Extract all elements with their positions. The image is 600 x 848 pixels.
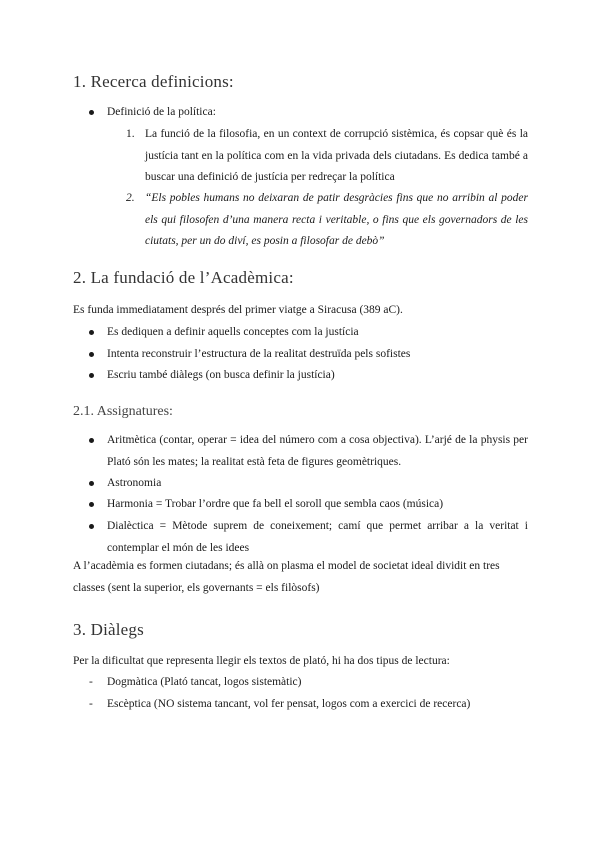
list-marker-2: 2.	[126, 192, 135, 204]
bullet-dot	[89, 502, 94, 507]
bullet-dot	[89, 481, 94, 486]
bullet-harmonia: Harmonia = Trobar l’ordre que fa bell el soroll que sembla caos (música)	[107, 498, 444, 510]
heading-assignatures: 2.1. Assignatures:	[73, 404, 173, 419]
bullet-dot	[89, 438, 94, 443]
bullet-dot	[89, 330, 94, 335]
bullet-aritmetica: Aritmètica (contar, operar = idea del número com a cosa objectiva). L’arjé de la physis per Plató són les mates; la realitat està feta de figures geomètriques.	[107, 434, 528, 468]
list-item-funcio-filosofia: La funció de la filosofia, en un context de corrupció sistèmica, és copsar què és la justícia tant en la política com en la vida privada dels ciutadans. Es dedica també a buscar una definició de justícia per redreçar la política	[145, 128, 528, 183]
bullet-dot	[89, 352, 94, 357]
list-marker-1: 1.	[126, 128, 135, 140]
paragraph-funda-immediatament: Es funda immediatament després del primer viatge a Siracusa (389 aC).	[73, 304, 403, 316]
dash-item-esceptica: Escèptica (NO sistema tancant, vol fer pensat, logos com a exercici de recerca)	[107, 698, 471, 710]
dash-item-dogmatica: Dogmàtica (Plató tancat, logos sistemàtic)	[107, 676, 302, 688]
bullet-dot	[89, 373, 94, 378]
bullet-reconstruir-realitat: Intenta reconstruir l’estructura de la realitat destruïda pels sofistes	[107, 348, 411, 360]
dash-marker: -	[89, 676, 93, 688]
heading-recerca-definicions: 1. Recerca definicions:	[73, 72, 234, 91]
paragraph-dificultat-lectura: Per la dificultat que representa llegir els textos de plató, hi ha dos tipus de lectura:	[73, 655, 450, 667]
bullet-dot	[89, 110, 94, 115]
dash-marker: -	[89, 698, 93, 710]
heading-fundacio-academica: 2. La fundació de l’Acadèmica:	[73, 268, 294, 287]
bullet-astronomia: Astronomia	[107, 477, 162, 489]
list-item-quote-plato: “Els pobles humans no deixaran de patir desgràcies fins que no arribin al poder els qui filosofen d’una manera recta i veritable, o fins que els governadors de les ciutats, per un do diví, es posin a filosofar de debò”	[145, 192, 528, 247]
paragraph-academia-ciutadans: A l’acadèmia es formen ciutadans; és allà on plasma el model de societat ideal dividit en tres classes (sent la superior, els governants = els filòsofs)	[73, 560, 500, 594]
bullet-conceptes-justicia: Es dediquen a definir aquells conceptes com la justícia	[107, 326, 359, 338]
bullet-escriu-dialegs: Escriu també diàlegs (on busca definir la justícia)	[107, 369, 335, 381]
bullet-dialectica: Dialèctica = Mètode suprem de coneixement; camí que permet arribar a la veritat i contemplar el món de les idees	[107, 520, 528, 554]
bullet-dot	[89, 524, 94, 529]
bullet-definicio-politica: Definició de la política:	[107, 106, 216, 118]
heading-dialegs: 3. Diàlegs	[73, 620, 144, 639]
